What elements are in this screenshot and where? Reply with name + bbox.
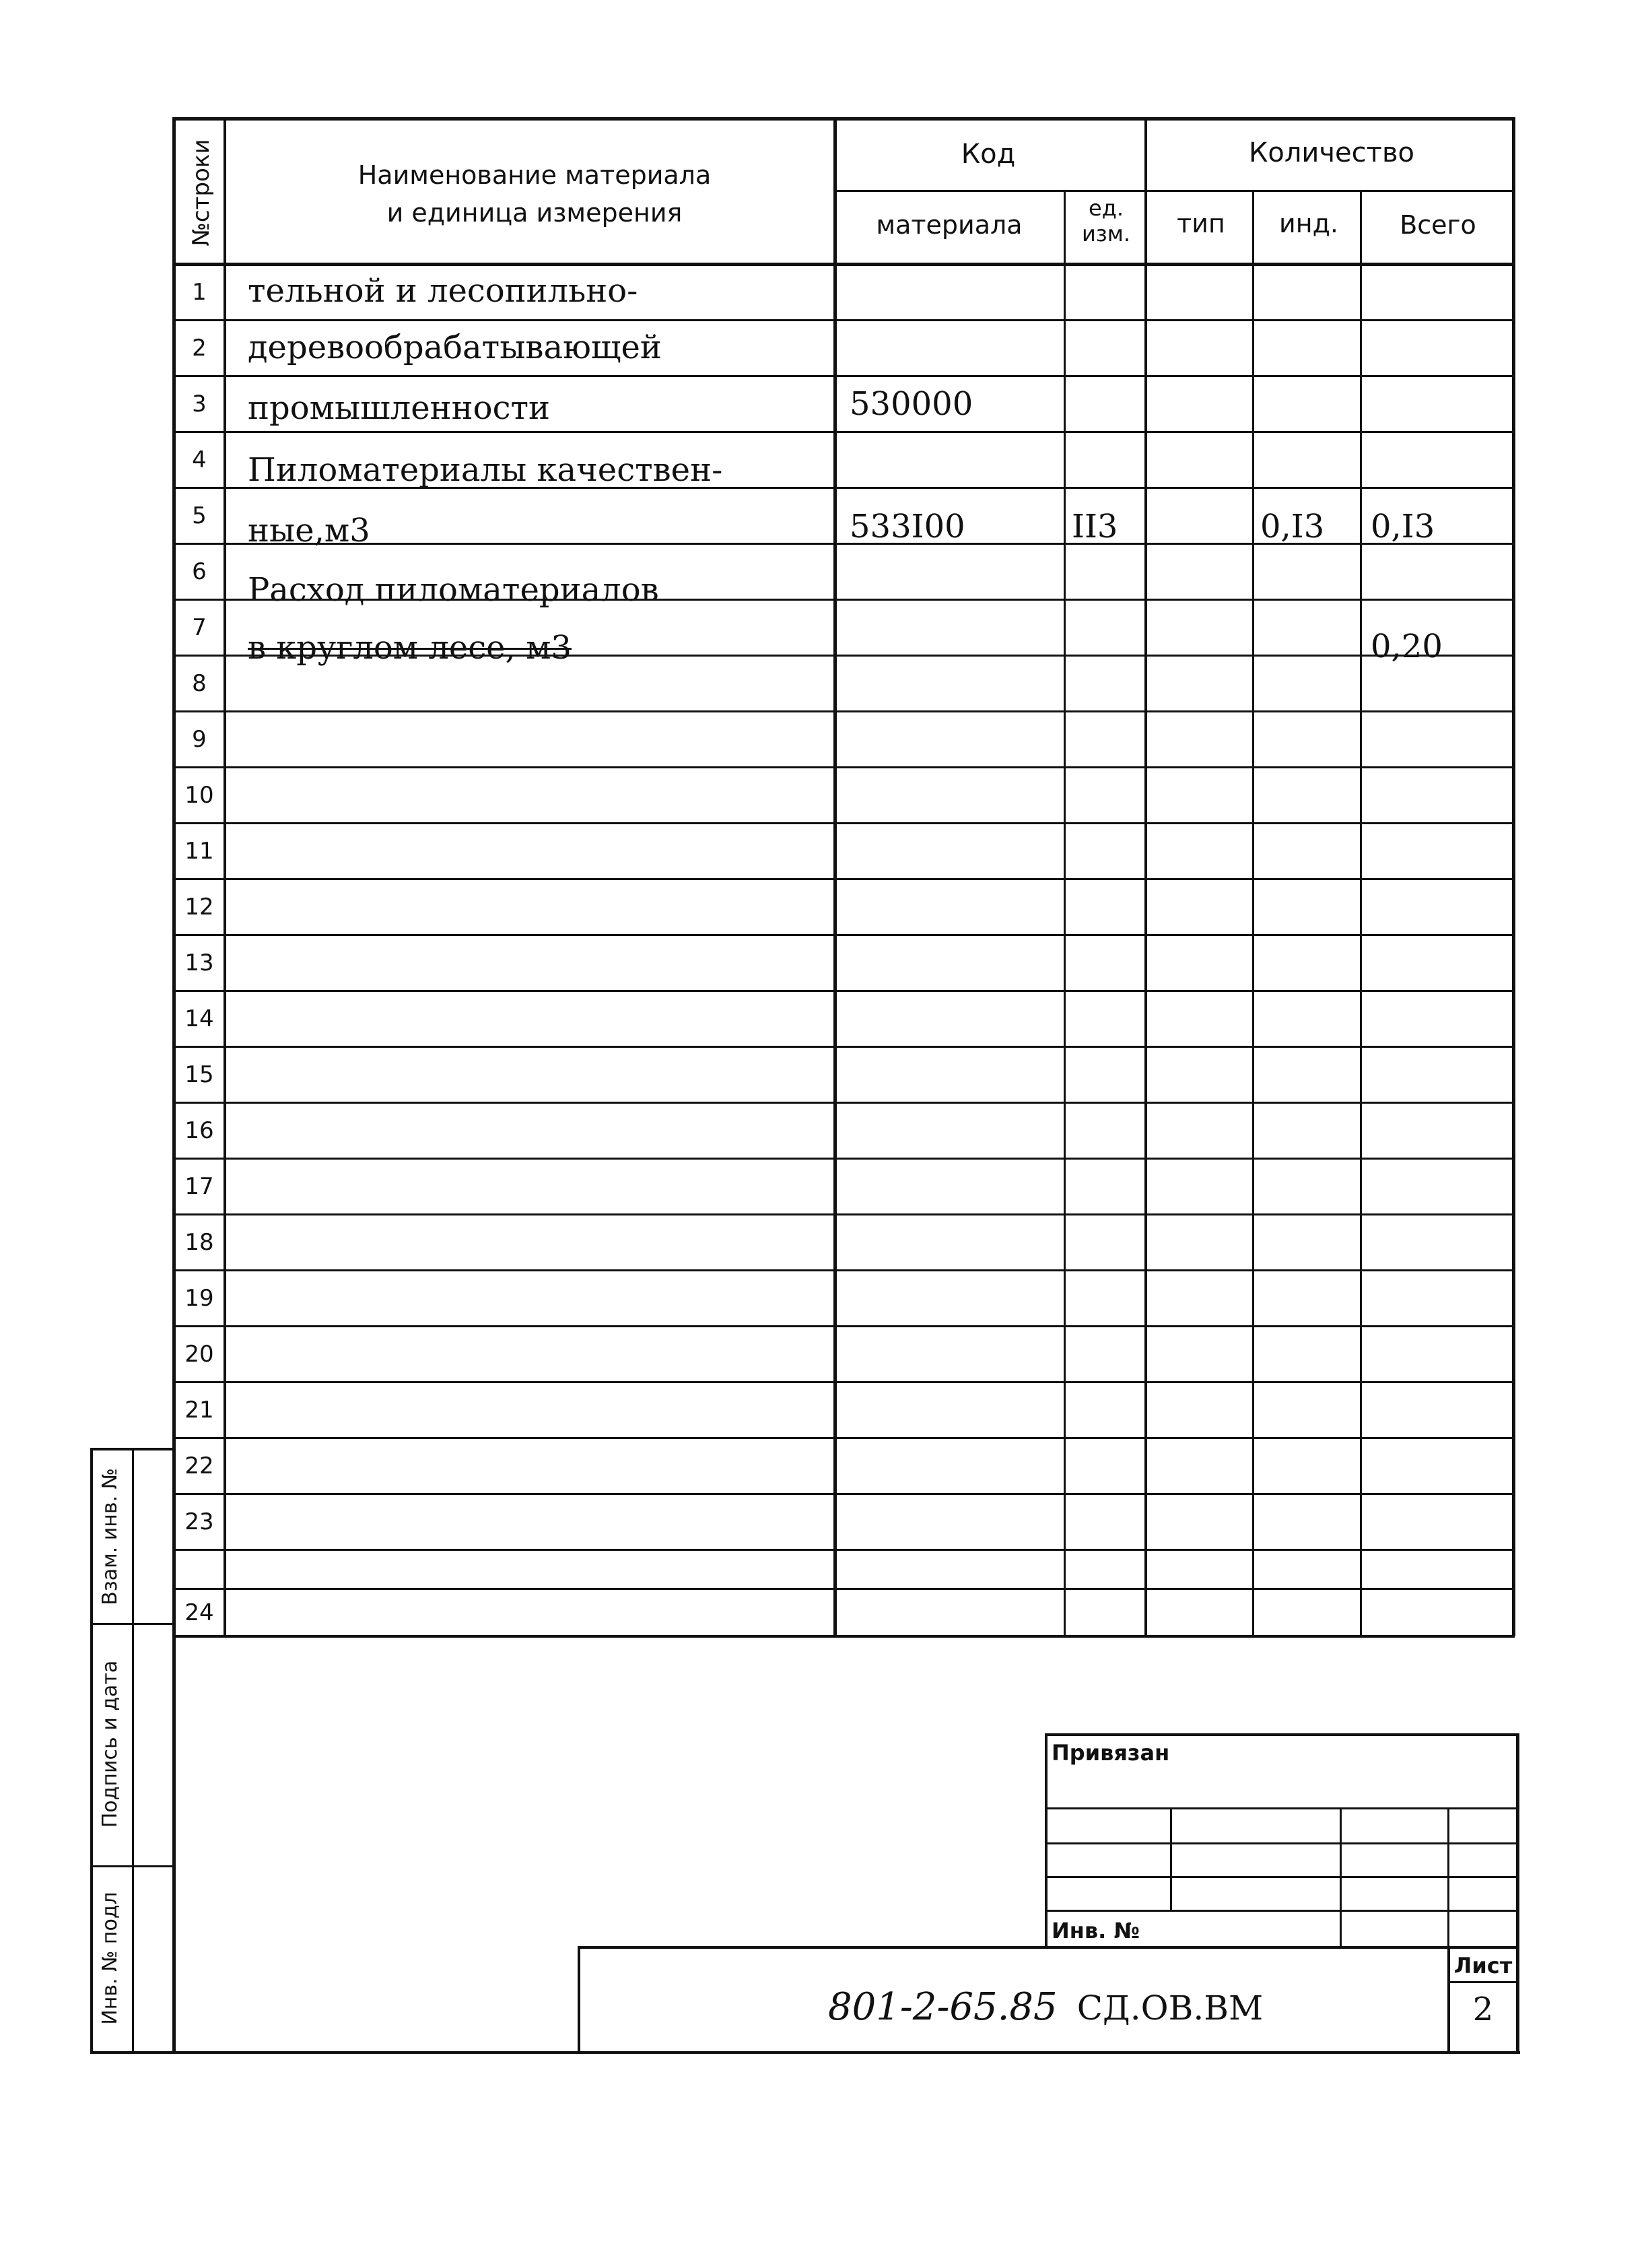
header-name-line2: и единица измерения [386,198,683,228]
row-line [174,1325,1513,1327]
grid-line [132,1448,134,2053]
stamp-inv-podl: Инв. № подл [98,1892,122,2025]
header-quantity: Количество [1248,137,1414,168]
row-number: 12 [184,894,214,921]
row-number: 23 [184,1508,214,1535]
doc-code [828,1985,1263,2029]
row-line [174,1158,1513,1160]
header-name-line1: Наименование материала [357,160,712,190]
row-line [174,822,1513,824]
row-number: 19 [184,1285,214,1312]
header-ind: инд. [1279,209,1338,238]
header-row-no: №строки [188,139,215,246]
row-number: 9 [192,726,207,753]
grid-line [578,1946,580,2054]
row-name: в круглом лесе, м3 [248,629,572,667]
row-name: Расход пиломатериалов [248,571,659,609]
grid-line [578,1946,1519,1949]
row-line [174,1269,1513,1271]
row-number: 3 [192,391,207,418]
row-number: 11 [184,838,214,865]
row-number: 4 [192,446,207,473]
header-material: материала [876,210,1023,240]
row-line [174,1549,1513,1551]
row-total: 0,I3 [1371,508,1435,545]
row-ind: 0,I3 [1260,508,1325,545]
grid-line [172,1636,176,2053]
row-number: 7 [192,614,207,641]
grid-line [90,1448,93,2053]
row-number: 14 [184,1005,214,1032]
row-number: 24 [184,1599,214,1626]
grid-line [1340,1807,1342,1949]
grid-line [90,1623,175,1625]
header-unit-line1: ед. [1089,195,1124,221]
grid-line [172,1635,1515,1638]
row-number: 2 [192,335,207,362]
row-line [174,934,1513,936]
row-line [174,1437,1513,1439]
grid-line [90,1865,175,1867]
row-line [174,1381,1513,1383]
row-line [174,878,1513,880]
row-number: 1 [192,279,207,306]
doc-code-typed: СД.ОВ.ВМ [1076,1989,1264,2028]
privyazan-label: Привязан [1052,1740,1170,1766]
grid-line [833,117,837,1636]
grid-line [172,263,1515,266]
row-line [174,990,1513,992]
row-name: ные,м3 [248,512,370,549]
grid-line [1144,117,1147,1636]
grid-line [172,117,1515,121]
row-number: 20 [184,1341,214,1368]
grid-line [833,190,1515,192]
row-name: промышленности [248,389,550,427]
doc-code-hand: 801-2-65.85 [828,1985,1058,2029]
row-line [174,1588,1513,1590]
row-line [174,710,1513,712]
grid-line [1512,117,1515,1636]
row-name: деревообрабатывающей [248,329,662,366]
inv-no-label: Инв. № [1052,1918,1140,1943]
grid-line [1252,191,1254,1636]
header-code: Код [961,139,1016,170]
header-total: Всего [1400,210,1476,240]
row-line [174,375,1513,377]
header-type: тип [1177,209,1225,238]
row-number: 15 [184,1061,214,1088]
row-number: 16 [184,1117,214,1144]
row-line [174,1046,1513,1048]
row-number: 18 [184,1229,214,1256]
grid-line [1045,1733,1519,1736]
grid-line [1447,1981,1519,1983]
row-name: тельной и лесопильно- [248,272,638,310]
row-name: Пиломатериалы качествен- [248,451,723,489]
row-number: 17 [184,1173,214,1200]
row-number: 21 [184,1397,214,1424]
row-number: 10 [184,782,214,809]
grid-line [90,2051,1520,2054]
row-unit: II3 [1072,508,1118,545]
row-number: 8 [192,670,207,697]
header-unit-line2: изм. [1081,221,1131,246]
grid-line [1064,191,1066,1636]
row-number: 13 [184,949,214,976]
row-number: 6 [192,558,207,585]
row-line [174,766,1513,768]
row-total: 0,20 [1371,628,1443,665]
row-line [174,1213,1513,1215]
row-line [174,319,1513,321]
row-code: 530000 [850,385,973,423]
grid-line [1045,1733,1048,1949]
stamp-vzam-inv: Взам. инв. № [98,1468,122,1605]
row-number: 22 [184,1453,214,1479]
grid-line [1447,1807,1449,1949]
sheet-label: Лист [1453,1953,1513,1978]
sheet-number: 2 [1472,1991,1494,2028]
row-line [174,1493,1513,1495]
row-line [174,431,1513,433]
stamp-podpis-data: Подпись и дата [98,1660,122,1828]
row-line [174,1102,1513,1104]
grid-line [1360,191,1362,1636]
grid-line [1170,1807,1172,1911]
row-code: 533I00 [850,508,965,545]
row-number: 5 [192,502,207,529]
